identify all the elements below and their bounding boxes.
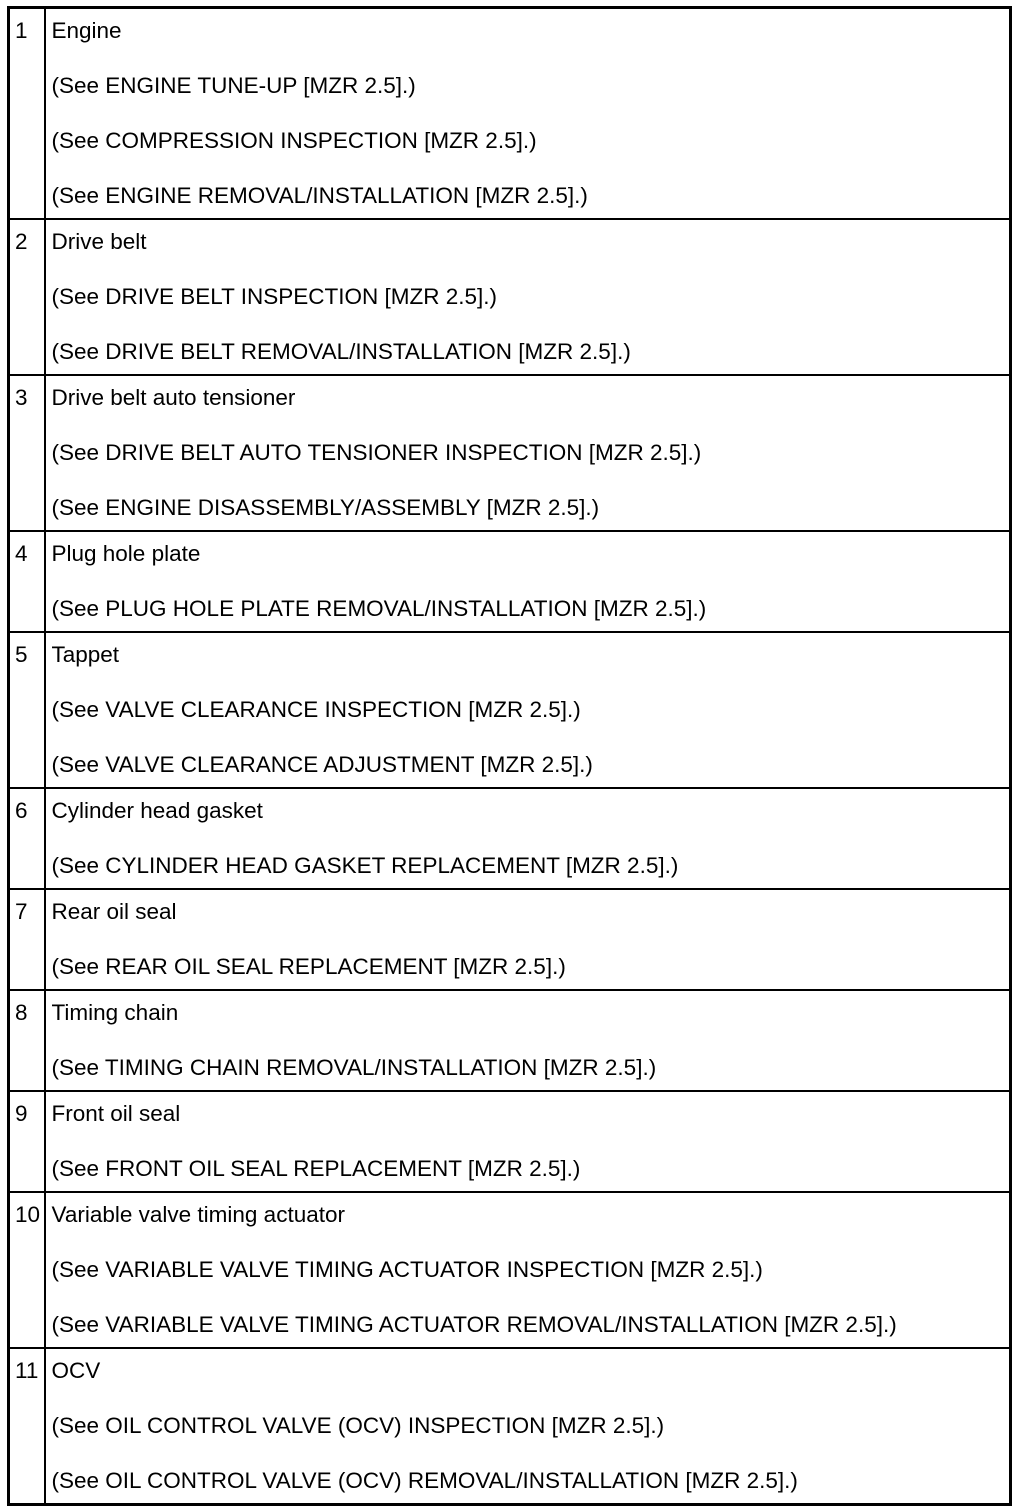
row-number-cell: [9, 632, 45, 788]
component-title: Timing chain: [51, 1000, 179, 1025]
procedure-reference-link[interactable]: (See OIL CONTROL VALVE (OCV) INSPECTION [MZR 2.5].): [51, 1413, 665, 1438]
description-cell: [45, 375, 1011, 531]
procedure-reference-link[interactable]: (See REAR OIL SEAL REPLACEMENT [MZR 2.5].): [51, 954, 566, 979]
table-row: [9, 788, 1011, 889]
procedure-reference-link[interactable]: (See PLUG HOLE PLATE REMOVAL/INSTALLATION [MZR 2.5].): [51, 596, 707, 621]
table-row: [9, 1091, 1011, 1192]
row-number: 4: [15, 541, 28, 566]
description-cell: [45, 632, 1011, 788]
procedure-reference-link[interactable]: (See ENGINE REMOVAL/INSTALLATION [MZR 2.5].): [51, 183, 588, 208]
table-row: [9, 1192, 1011, 1348]
row-number: 11: [15, 1358, 39, 1383]
description-cell: [45, 1091, 1011, 1192]
table-row: [9, 375, 1011, 531]
component-reference-table: [7, 6, 1012, 1506]
row-number: 9: [15, 1101, 28, 1126]
procedure-reference-link[interactable]: (See CYLINDER HEAD GASKET REPLACEMENT [MZR 2.5].): [51, 853, 679, 878]
procedure-reference-link[interactable]: (See DRIVE BELT REMOVAL/INSTALLATION [MZR 2.5].): [51, 339, 631, 364]
component-title: Variable valve timing actuator: [51, 1202, 345, 1227]
table-row: [9, 632, 1011, 788]
component-title: Plug hole plate: [51, 541, 201, 566]
procedure-reference-link[interactable]: (See VALVE CLEARANCE ADJUSTMENT [MZR 2.5].): [51, 752, 593, 777]
row-number-cell: [9, 219, 45, 375]
component-title: Rear oil seal: [51, 899, 177, 924]
component-title: Drive belt auto tensioner: [51, 385, 296, 410]
row-number-cell: [9, 889, 45, 990]
table-row: [9, 531, 1011, 632]
row-number-cell: [9, 375, 45, 531]
row-number: 1: [15, 18, 28, 43]
row-number: 2: [15, 229, 28, 254]
table-row: [9, 1348, 1011, 1505]
procedure-reference-link[interactable]: (See VARIABLE VALVE TIMING ACTUATOR REMOVAL/INSTALLATION [MZR 2.5].): [51, 1312, 897, 1337]
component-title: Drive belt: [51, 229, 147, 254]
procedure-reference-link[interactable]: (See VARIABLE VALVE TIMING ACTUATOR INSPECTION [MZR 2.5].): [51, 1257, 763, 1282]
row-number: 8: [15, 1000, 28, 1025]
row-number: 6: [15, 798, 28, 823]
table-row: [9, 219, 1011, 375]
procedure-reference-link[interactable]: (See COMPRESSION INSPECTION [MZR 2.5].): [51, 128, 537, 153]
row-number-cell: [9, 990, 45, 1091]
row-number-cell: [9, 8, 45, 220]
component-title: Cylinder head gasket: [51, 798, 263, 823]
row-number: 3: [15, 385, 28, 410]
procedure-reference-link[interactable]: (See TIMING CHAIN REMOVAL/INSTALLATION [MZR 2.5].): [51, 1055, 657, 1080]
table-row: [9, 990, 1011, 1091]
component-title: Engine: [51, 18, 122, 43]
procedure-reference-link[interactable]: (See DRIVE BELT AUTO TENSIONER INSPECTION [MZR 2.5].): [51, 440, 702, 465]
row-number-cell: [9, 1348, 45, 1505]
row-number-cell: [9, 1192, 45, 1348]
procedure-reference-link[interactable]: (See VALVE CLEARANCE INSPECTION [MZR 2.5].): [51, 697, 581, 722]
procedure-reference-link[interactable]: (See ENGINE TUNE-UP [MZR 2.5].): [51, 73, 416, 98]
table-row: [9, 889, 1011, 990]
procedure-reference-link[interactable]: (See ENGINE DISASSEMBLY/ASSEMBLY [MZR 2.5].): [51, 495, 600, 520]
row-number: 5: [15, 642, 28, 667]
table-row: [9, 8, 1011, 220]
component-title: Front oil seal: [51, 1101, 181, 1126]
description-cell: [45, 1192, 1011, 1348]
procedure-reference-link[interactable]: (See DRIVE BELT INSPECTION [MZR 2.5].): [51, 284, 498, 309]
row-number: 7: [15, 899, 28, 924]
description-cell: [45, 1348, 1011, 1505]
description-cell: [45, 531, 1011, 632]
procedure-reference-link[interactable]: (See OIL CONTROL VALVE (OCV) REMOVAL/INSTALLATION [MZR 2.5].): [51, 1468, 798, 1493]
description-cell: [45, 8, 1011, 220]
component-title: Tappet: [51, 642, 120, 667]
row-number: 10: [15, 1202, 41, 1227]
description-cell: [45, 788, 1011, 889]
row-number-cell: [9, 788, 45, 889]
row-number-cell: [9, 531, 45, 632]
procedure-reference-link[interactable]: (See FRONT OIL SEAL REPLACEMENT [MZR 2.5].): [51, 1156, 581, 1181]
component-title: OCV: [51, 1358, 101, 1383]
description-cell: [45, 990, 1011, 1091]
description-cell: [45, 219, 1011, 375]
description-cell: [45, 889, 1011, 990]
row-number-cell: [9, 1091, 45, 1192]
